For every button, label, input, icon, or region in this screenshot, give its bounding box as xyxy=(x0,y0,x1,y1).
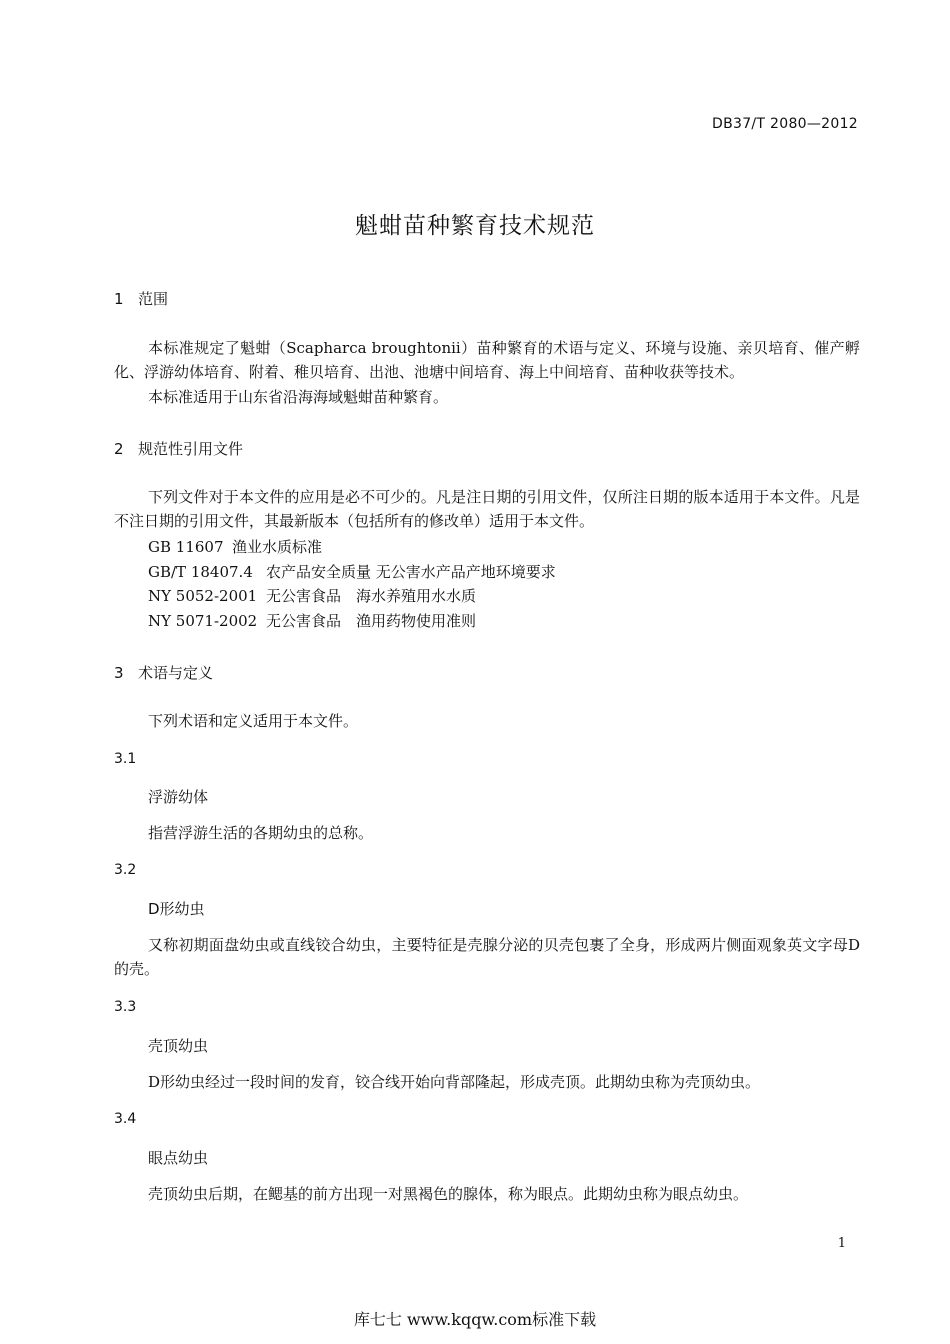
term-number: 3.1 xyxy=(114,751,137,767)
term-definition: 指营浮游生活的各期幼虫的总称。 xyxy=(148,824,374,842)
section-title: 术语与定义 xyxy=(138,664,214,682)
reference-code: GB 11607 xyxy=(148,538,224,556)
section-number: 1 xyxy=(114,290,124,308)
scope-paragraph-1: 本标准规定了魁蚶（Scapharca broughtonii）苗种繁育的术语与定义、环境与设施、亲贝培育、催产孵化、浮游幼体培育、附着、稚贝培育、出池、池塘中间培育、海上中间培育、苗种收获等技术。 xyxy=(114,339,860,381)
term-number: 3.4 xyxy=(114,1111,137,1127)
term-definition: 壳顶幼虫后期，在鳃基的前方出现一对黑褐色的腺体，称为眼点。此期幼虫称为眼点幼虫。 xyxy=(148,1185,749,1203)
term-name: D形幼虫 xyxy=(148,900,205,918)
section-title: 范围 xyxy=(138,290,169,308)
section-1-heading xyxy=(114,288,168,309)
term-definition: D形幼虫经过一段时间的发育，铰合线开始向背部隆起，形成壳顶。此期幼虫称为壳顶幼虫。 xyxy=(148,1073,761,1091)
terms-intro: 下列术语和定义适用于本文件。 xyxy=(148,712,359,730)
section-3-heading xyxy=(114,662,213,683)
page-number: 1 xyxy=(837,1236,846,1251)
reference-item xyxy=(148,609,476,633)
standard-code: DB37/T 2080—2012 xyxy=(712,116,858,132)
term-definition: 又称初期面盘幼虫或直线铰合幼虫，主要特征是壳腺分泌的贝壳包裹了全身，形成两片侧面观象英文字母D的壳。 xyxy=(114,936,860,978)
term-number: 3.2 xyxy=(114,862,137,878)
term-number: 3.3 xyxy=(114,999,137,1015)
normative-paragraph: 下列文件对于本文件的应用是必不可少的。凡是注日期的引用文件，仅所注日期的版本适用于本文件。凡是不注日期的引用文件，其最新版本（包括所有的修改单）适用于本文件。 xyxy=(114,488,860,530)
section-2-heading xyxy=(114,438,243,459)
reference-item xyxy=(148,584,476,608)
section-number: 3 xyxy=(114,664,124,682)
reference-title: 无公害食品 海水养殖用水水质 xyxy=(266,587,477,605)
section-title: 规范性引用文件 xyxy=(138,440,244,458)
section-number: 2 xyxy=(114,440,124,458)
term-name: 浮游幼体 xyxy=(148,788,209,806)
reference-code: GB/T 18407.4 xyxy=(148,563,253,581)
reference-title: 渔业水质标准 xyxy=(232,538,323,556)
reference-item xyxy=(148,535,322,559)
reference-title: 无公害食品 渔用药物使用准则 xyxy=(266,612,477,630)
scope-paragraph-2: 本标准适用于山东省沿海海域魁蚶苗种繁育。 xyxy=(148,388,449,406)
footer-watermark-text: 库七七 www.kqqw.com标准下载 xyxy=(353,1310,597,1329)
term-name: 壳顶幼虫 xyxy=(148,1037,209,1055)
document-title: 魁蚶苗种繁育技术规范 xyxy=(355,213,595,239)
reference-code: NY 5071-2002 xyxy=(148,612,258,630)
term-name: 眼点幼虫 xyxy=(148,1149,209,1167)
reference-title: 农产品安全质量 无公害水产品产地环境要求 xyxy=(266,563,556,581)
reference-code: NY 5052-2001 xyxy=(148,587,258,605)
reference-item xyxy=(148,560,556,584)
